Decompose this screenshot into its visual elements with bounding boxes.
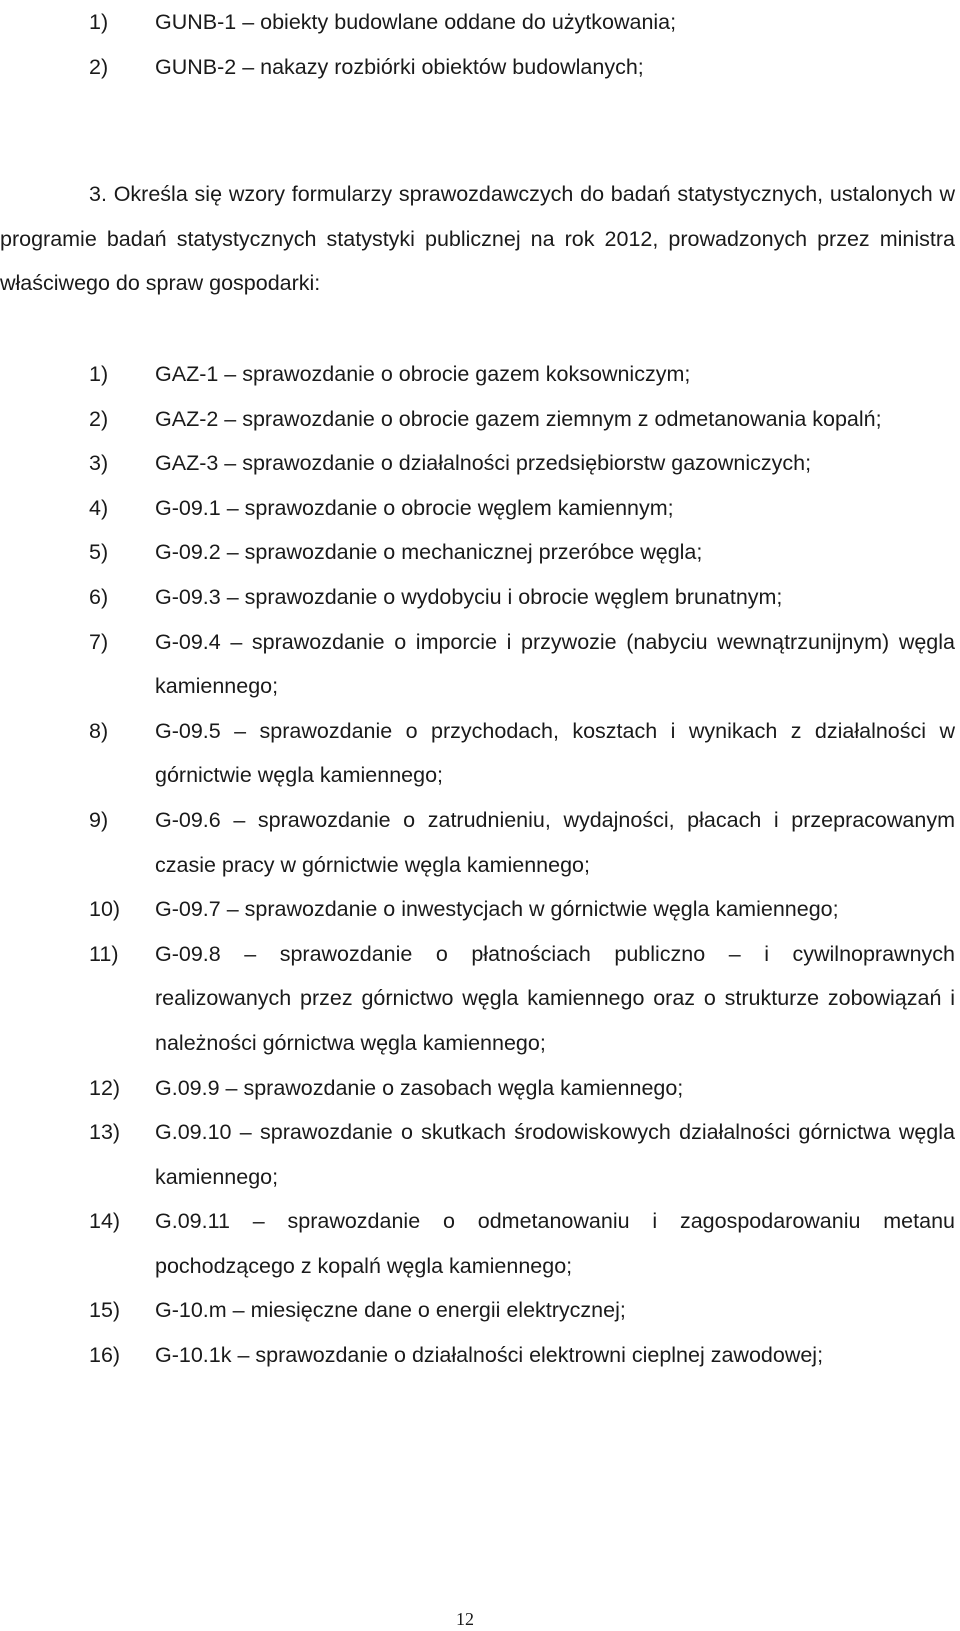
list-item [89, 932, 955, 1066]
list-item [89, 45, 955, 90]
list-item [89, 441, 955, 486]
list-item-number: 14) [89, 1209, 121, 1234]
list-item-number: 2) [89, 54, 109, 79]
list-item [89, 887, 955, 932]
list-item-number: 12) [89, 1075, 121, 1100]
list-item-text: GUNB-2 – nakazy rozbiórki obiektów budowlanych; [155, 54, 644, 79]
list-item [89, 530, 955, 575]
list-item-text: G-09.7 – sprawozdanie o inwestycjach w górnictwie węgla kamiennego; [155, 897, 839, 922]
list-item [89, 0, 955, 45]
section-3-paragraph: 3. Określa się wzory formularzy sprawozdawczych do badań statystycznych, ustalonych w programie badań statystycznych statystyki publicznej na rok 2012, prowadzonych przez ministra właściwego do spraw gospodarki: [0, 182, 955, 296]
list-item [89, 486, 955, 531]
list-item-text: G-10.m – miesięczne dane o energii elektrycznej; [155, 1298, 626, 1323]
list-item [89, 1199, 955, 1288]
list-item [89, 397, 955, 442]
list-item-text: G-09.5 – sprawozdanie o przychodach, kosztach i wynikach z działalności w górnictwie węgla kamiennego; [155, 718, 955, 788]
list-item-number: 6) [89, 584, 109, 609]
list-forms [89, 352, 955, 1378]
list-item [89, 1288, 955, 1333]
list-item-text: G-09.3 – sprawozdanie o wydobyciu i obrocie węglem brunatnym; [155, 584, 783, 609]
list-item-text: G.09.9 – sprawozdanie o zasobach węgla kamiennego; [155, 1075, 684, 1100]
list-item-text: G-09.1 – sprawozdanie o obrocie węglem kamiennym; [155, 495, 674, 520]
list-item [89, 1110, 955, 1199]
list-item [89, 1066, 955, 1111]
list-gunb [89, 0, 955, 89]
list-item-number: 8) [89, 718, 109, 743]
list-item-text: G.09.10 – sprawozdanie o skutkach środowiskowych działalności górnictwa węgla kamiennego; [155, 1120, 955, 1189]
list-item [89, 1333, 955, 1378]
list-item [89, 352, 955, 397]
list-item [89, 575, 955, 620]
list-item-number: 13) [89, 1120, 121, 1145]
list-item-text: GAZ-2 – sprawozdanie o obrocie gazem ziemnym z odmetanowania kopalń; [155, 406, 882, 431]
list-item-text: G-09.4 – sprawozdanie o imporcie i przywozie (nabyciu wewnątrzunijnym) węgla kamiennego; [155, 629, 955, 699]
list-item-text: G-09.2 – sprawozdanie o mechanicznej przeróbce węgla; [155, 540, 703, 565]
list-item-number: 16) [89, 1343, 121, 1368]
list-item-number: 7) [89, 629, 109, 654]
list-item-number: 4) [89, 495, 109, 520]
list-item-number: 10) [89, 897, 121, 922]
list-item-number: 1) [89, 362, 109, 386]
list-item-number: 3) [89, 451, 109, 476]
list-item-text: G-10.1k – sprawozdanie o działalności elektrowni cieplnej zawodowej; [155, 1343, 824, 1368]
page-number: 12 [456, 1609, 474, 1629]
list-item-number: 11) [89, 941, 119, 966]
list-item-text: GUNB-1 – obiekty budowlane oddane do użytkowania; [155, 10, 677, 34]
list-item-text: G-09.8 – sprawozdanie o płatnościach publiczno – i cywilnoprawnych realizowanych przez górnictwo węgla kamiennego oraz o strukturze zobowiązań i należności górnictwa węgla kamiennego; [155, 941, 955, 1055]
list-item [89, 709, 955, 798]
list-item-number: 1) [89, 10, 109, 34]
list-item [89, 620, 955, 709]
list-item-number: 5) [89, 540, 109, 565]
list-item-number: 15) [89, 1298, 121, 1323]
list-item-number: 2) [89, 406, 109, 431]
list-item-text: GAZ-1 – sprawozdanie o obrocie gazem koksowniczym; [155, 362, 691, 386]
list-item-text: G.09.11 – sprawozdanie o odmetanowaniu i zagospodarowaniu metanu pochodzącego z kopalń węgla kamiennego; [155, 1209, 955, 1278]
list-item-number: 9) [89, 807, 109, 832]
list-item-text: GAZ-3 – sprawozdanie o działalności przedsiębiorstw gazowniczych; [155, 451, 812, 476]
list-item-text: G-09.6 – sprawozdanie o zatrudnieniu, wydajności, płacach i przepracowanym czasie pracy w górnictwie węgla kamiennego; [155, 807, 955, 877]
list-item [89, 798, 955, 887]
